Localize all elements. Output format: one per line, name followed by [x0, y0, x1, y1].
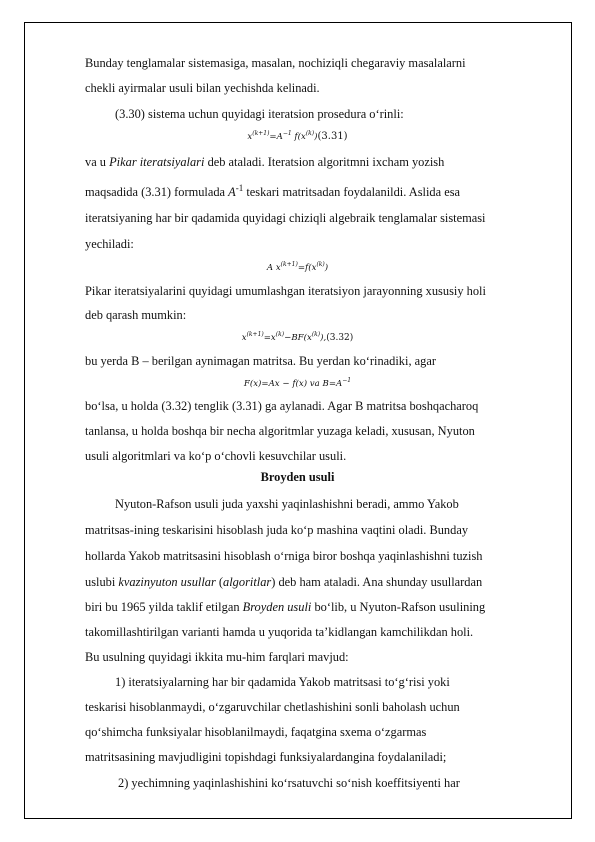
text-line: va u Pikar iteratsiyalari deb ataladi. Iteratsion algoritmni ixcham yozish — [85, 155, 445, 169]
text-line: bu yerda B – berilgan aynimagan matritsa. Bu yerdan ko‘rinadiki, agar — [85, 354, 436, 368]
text-line: maqsadida (3.31) formulada $A^{-1}$ teskari matritsadan foydalanildi. Aslida esa — [85, 183, 461, 200]
text-line: takomillashtirilgan varianti hamda u yuqorida ta’kidlangan kamchilikdan holi. — [85, 625, 474, 639]
text-line: qo‘shimcha funksiyalar hisoblanilmaydi, faqatgina sxema o‘zgarmas — [85, 725, 427, 739]
text-line: uslubi kvazinyuton usullar (algoritlar) deb ham ataladi. Ana shunday usullardan — [85, 575, 483, 589]
text-line: hollarda Yakob matritsasini hisoblash o‘rniga biror boshqa yaqinlashishni tuzish — [85, 549, 483, 563]
text-line: (3.30) sistema uchun quyidagi iteratsion prosedura o‘rinli: — [115, 107, 404, 121]
formula-3-32: $x^{(k+1)}=x^{(k)}-BF(x^{(k)}),(3.32)$ — [241, 331, 354, 343]
section-heading: Broyden usuli — [260, 470, 335, 484]
formula-ax: A $x^{(k+1)}=f(x^{(k)})$ — [266, 261, 329, 273]
formula-3-31: $x^{(k+1)}=A^{-1}$ $f(x^{(k)})(3.31)$ — [247, 130, 348, 142]
text-line: Nyuton-Rafson usuli juda yaxshi yaqinlashishni beradi, ammo Yakob — [115, 497, 459, 511]
text-line: teskarisi hisoblanmaydi, o‘zgaruvchilar chetlashishini sonli baholash uchun — [85, 700, 460, 714]
text-line: 2) yechimning yaqinlashishini ko‘rsatuvchi so‘nish koeffitsiyenti har — [118, 776, 460, 790]
text-line: deb qarash mumkin: — [85, 308, 187, 322]
text-line: yechiladi: — [85, 237, 134, 251]
text-line: Pikar iteratsiyalarini quyidagi umumlashgan iteratsiyon jarayonning xususiy holi — [85, 284, 486, 298]
text-line: Bunday tenglamalar sistemasiga, masalan, nochiziqli chegaraviy masalalarni — [85, 56, 466, 70]
text-line: matritsasining mavjudligini topishdagi funksiyalardangina foydalaniladi; — [85, 750, 447, 764]
text-line: bo‘lsa, u holda (3.32) tenglik (3.31) ga aylanadi. Agar B matritsa boshqacharoq — [85, 399, 479, 413]
text-line: biri bu 1965 yilda taklif etilgan Broyden usuli bo‘lib, u Nyuton-Rafson usulining — [85, 600, 486, 614]
text-line: Bu usulning quyidagi ikkita mu-him farqlari mavjud: — [85, 650, 349, 664]
text-line: tanlansa, u holda boshqa bir necha algoritmlar yuzaga keladi, xususan, Nyuton — [85, 424, 475, 438]
text-line: usuli algoritmlari va ko‘p o‘chovli kesuvchilar usuli. — [85, 449, 347, 463]
formula-F: F(x)=Ax − f(x) va $B=A^{-1}$ — [243, 377, 352, 389]
text-line: chekli ayirmalar usuli bilan yechishda kelinadi. — [85, 81, 320, 95]
text-line: 1) iteratsiyalarning har bir qadamida Yakob matritsasi to‘g‘risi yoki — [115, 675, 450, 689]
text-line: iteratsiyaning har bir qadamida quyidagi chiziqli algebraik tenglamalar sistemasi — [85, 211, 486, 225]
text-line: matritsas-ining teskarisini hisoblash juda ko‘p mashina vaqtini oladi. Bunday — [85, 523, 469, 537]
